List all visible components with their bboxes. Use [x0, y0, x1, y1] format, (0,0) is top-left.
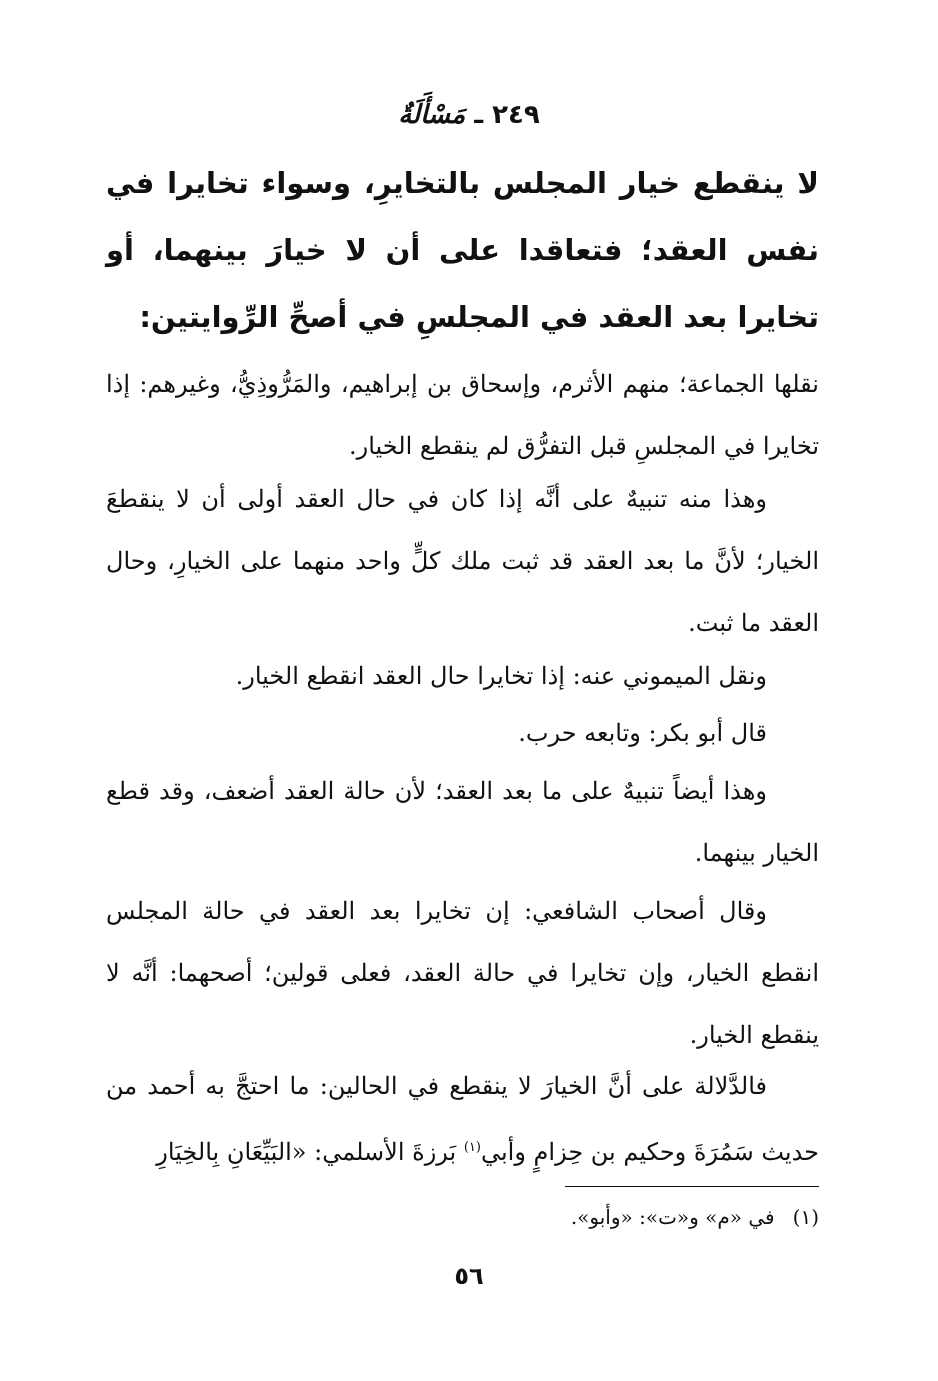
paragraph-text: وهذا أيضاً تنبيهٌ على ما بعد العقد؛ لأن حالة العقد أضعف، وقد قطع الخيار بينهما.	[106, 777, 819, 867]
paragraph	[106, 1055, 819, 1183]
footnote-number: (١)	[792, 1205, 819, 1229]
paragraph-text: بَرزةَ الأسلمي: «البَيِّعَانِ بِالخِيَارِ	[156, 1138, 464, 1166]
paragraph-text: وهذا منه تنبيهٌ على أنَّه إذا كان في حال العقد أولى أن لا ينقطعَ الخيار؛ لأنَّ ما بعد العقد قد ثبت ملك كلٍّ واحد منهما على الخيارِ، وحال العقد ما ثبت.	[106, 485, 819, 637]
paragraph-text: وقال أصحاب الشافعي: إن تخايرا بعد العقد في حالة المجلس انقطع الخيار، وإن تخايرا في حالة العقد، فعلى قولين؛ أصحهما: أنَّه لا ينقطع الخيار.	[106, 897, 819, 1049]
paragraph	[106, 702, 819, 764]
paragraph	[106, 760, 819, 884]
issue-word: مَسْأَلَةٌ	[398, 100, 466, 130]
paragraph-text: نقلها الجماعة؛ منهم الأثرم، وإسحاق بن إبراهيم، والمَرُّوذِيُّ، وغيرهم: إذا تخايرا في المجلسِ قبل التفرُّق لم ينقطع الخيار.	[106, 370, 819, 460]
paragraph-text: فالدَّلالة على أنَّ الخيارَ لا ينقطع في الحالين: ما احتجَّ به أحمد من حديث سَمُرَةَ وحكيم بن حِزامٍ وأبي	[106, 1072, 819, 1166]
paragraph	[106, 880, 819, 1066]
issue-heading	[0, 100, 938, 130]
footnote-text: في «م» و«ت»: «وأبو».	[570, 1205, 775, 1229]
page-number: ٥٦	[454, 1262, 484, 1290]
ruling-statement: لا ينقطع خيار المجلس بالتخايرِ، وسواء تخايرا في نفس العقد؛ فتعاقدا على أن لا خيارَ بينهما، أو تخايرا بعد العقد في المجلسِ في أصحِّ الرِّوايتين:	[106, 166, 819, 334]
footnote	[106, 1202, 819, 1232]
footnote-marker: (١)	[463, 1140, 481, 1155]
issue-number: ٢٤٩ ـ	[474, 100, 540, 130]
paragraph	[106, 645, 819, 707]
footnote-separator	[565, 1186, 819, 1187]
paragraph-text: قال أبو بكر: وتابعه حرب.	[518, 719, 767, 747]
paragraph	[106, 468, 819, 654]
paragraph-text: ونقل الميموني عنه: إذا تخايرا حال العقد انقطع الخيار.	[235, 662, 767, 690]
paragraph	[106, 353, 819, 477]
